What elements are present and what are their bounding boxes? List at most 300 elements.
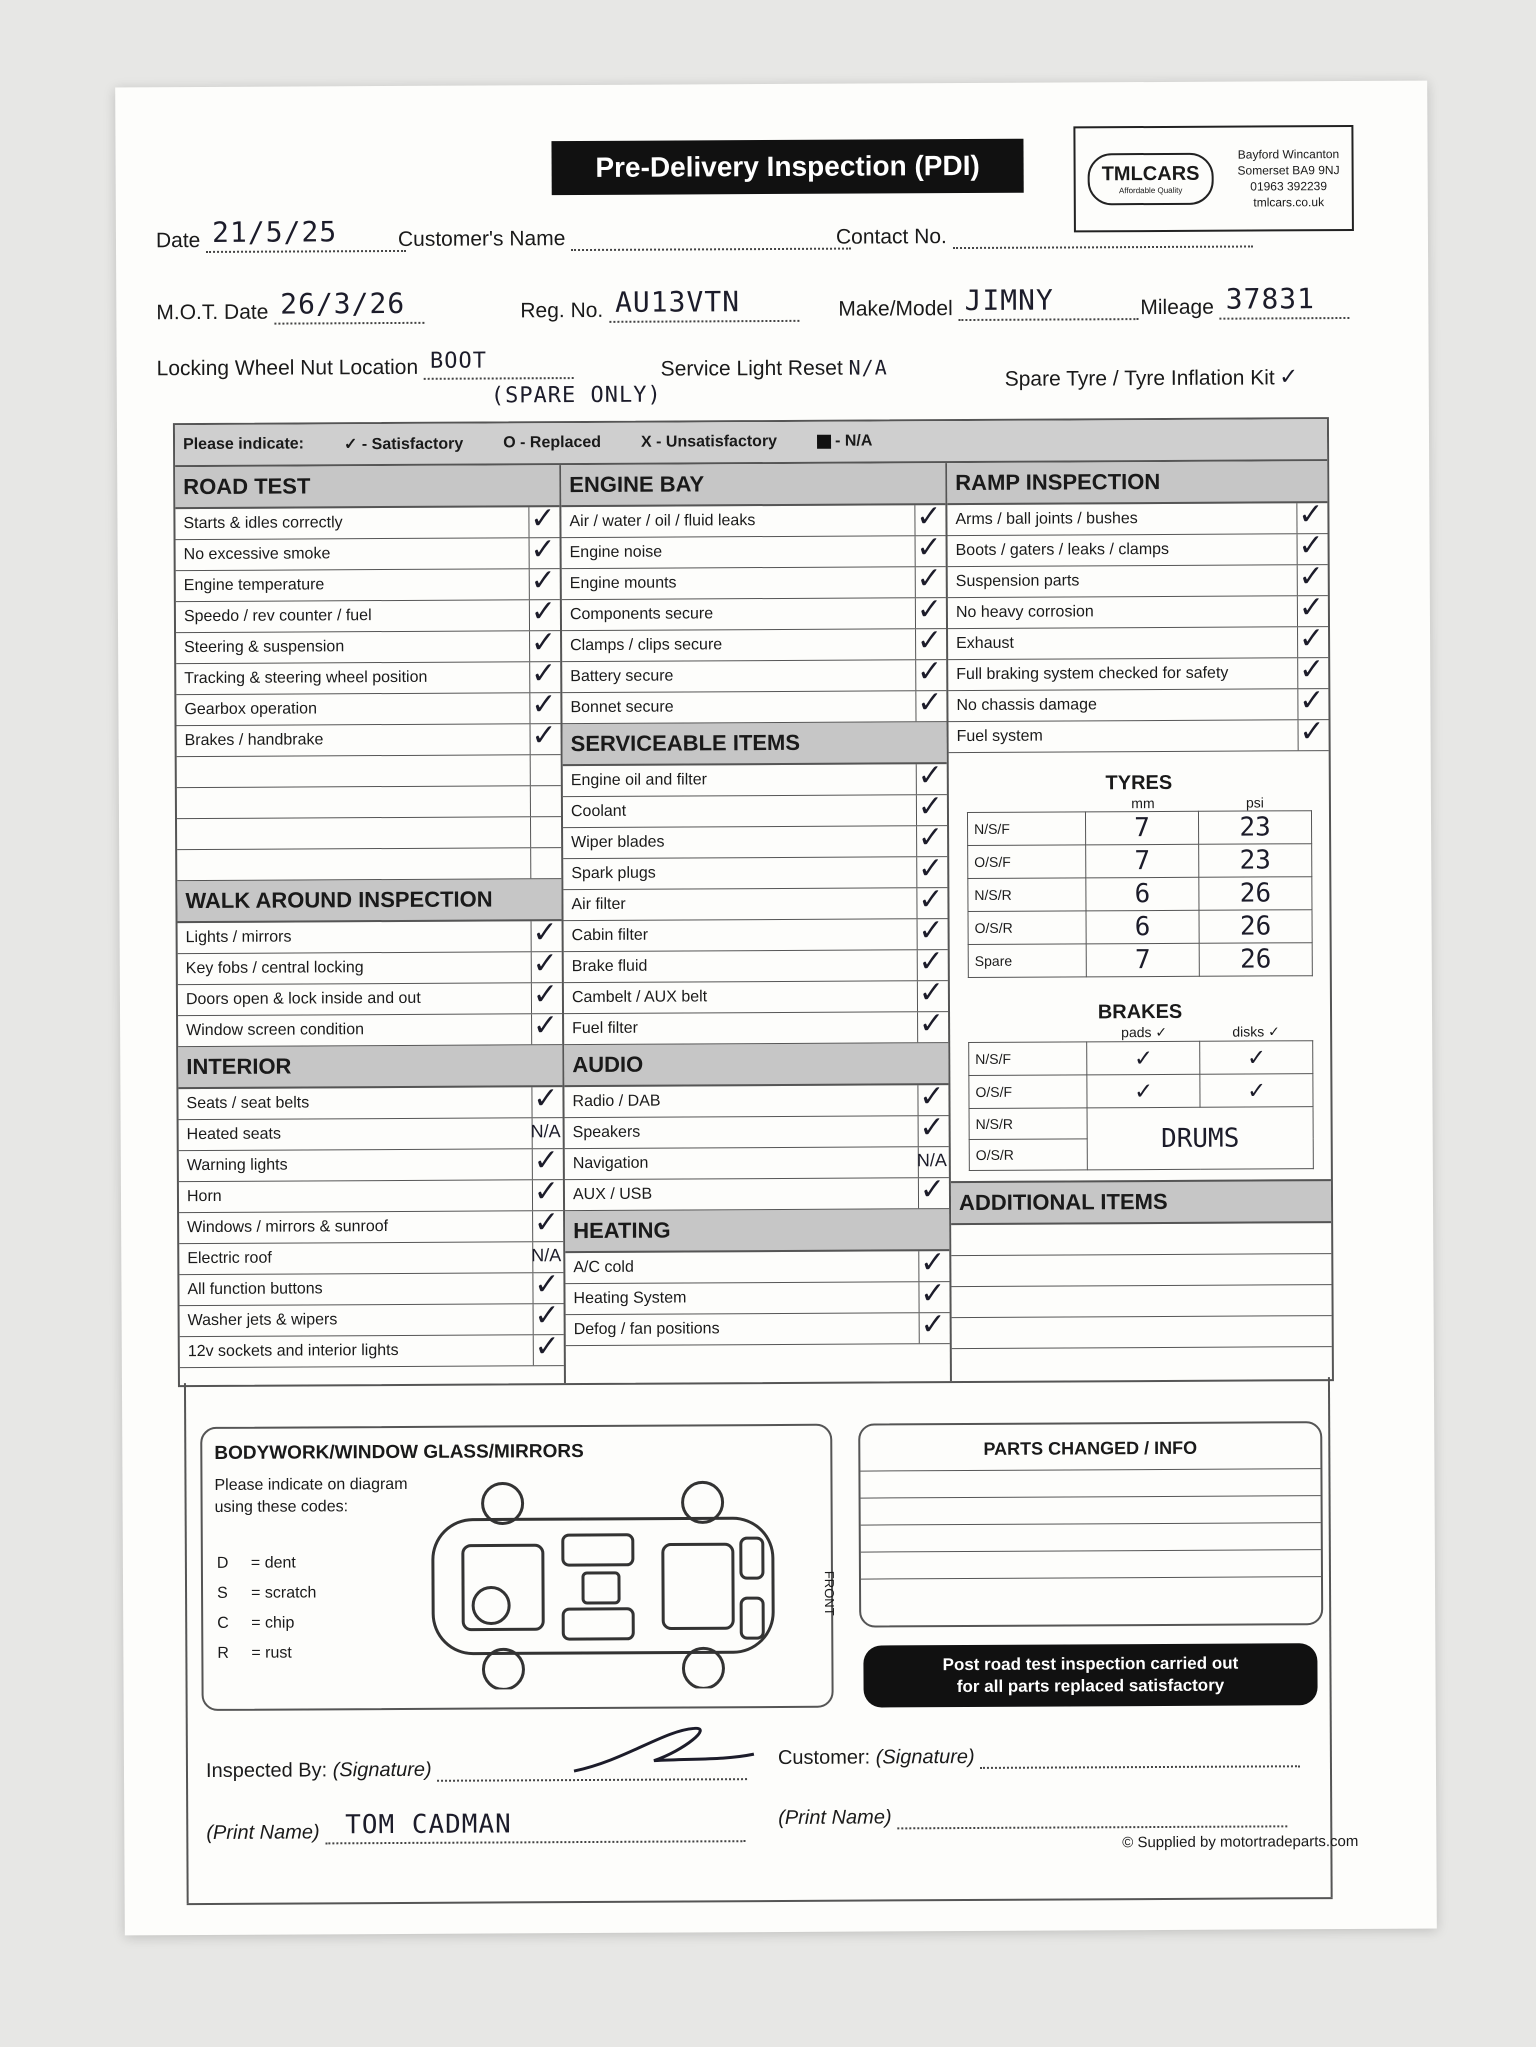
reg-field[interactable]	[520, 285, 799, 323]
tmlcars-logo	[1088, 153, 1214, 206]
address-line: Bayford Wincanton	[1237, 147, 1340, 162]
checklist-label: Engine mounts	[569, 574, 677, 593]
tyre-mm-cell[interactable]: 7	[1085, 811, 1198, 845]
check-mark-icon: ✓	[917, 655, 943, 689]
signature-label: (Signature)	[875, 1745, 975, 1769]
check-mark-icon: ✓	[920, 1308, 946, 1342]
tyre-mm-cell[interactable]: 7	[1086, 943, 1199, 977]
parts-line[interactable]	[861, 1576, 1321, 1605]
checklist-row[interactable]	[562, 593, 946, 631]
na-mark: N/A	[530, 1121, 561, 1142]
checklist-row[interactable]	[564, 1080, 948, 1118]
checklist-row[interactable]	[562, 562, 946, 600]
check-mark-icon: ✓	[1299, 653, 1325, 687]
damage-code-key: S	[217, 1584, 228, 1602]
check-mark-icon: ✓	[918, 1007, 945, 1041]
brakes-col-disks: disks ✓	[1232, 1023, 1280, 1040]
checklist-label: Electric roof	[187, 1249, 272, 1268]
serviceable-title: SERVICEABLE ITEMS	[563, 722, 947, 766]
checklist-row[interactable]	[565, 1147, 949, 1180]
spare-label: Spare Tyre / Tyre Inflation Kit	[1004, 366, 1275, 391]
additional-items-title: ADDITIONAL ITEMS	[951, 1179, 1331, 1225]
checklist-label: Lights / mirrors	[185, 928, 292, 947]
check-mark-icon: ✓	[1299, 715, 1325, 749]
logo-tagline: Affordable Quality	[1118, 185, 1183, 196]
checklist-row[interactable]	[561, 500, 945, 538]
tyre-psi-cell[interactable]: 26	[1199, 943, 1312, 977]
rear-brakes-note[interactable]: DRUMS	[1087, 1107, 1313, 1170]
checklist-row[interactable]	[948, 684, 1328, 722]
check-mark-icon: ✓	[916, 624, 943, 658]
checkbox[interactable]	[530, 755, 561, 785]
parts-line[interactable]	[861, 1495, 1321, 1524]
checklist-row[interactable]	[176, 688, 560, 726]
check-mark-icon: ✓	[1299, 684, 1325, 718]
brakes-table	[968, 1040, 1314, 1171]
legend-unsatisfactory: X - Unsatisfactory	[640, 432, 778, 451]
tyre-psi-cell[interactable]: 23	[1198, 811, 1311, 845]
walk-around-section	[177, 879, 562, 1047]
check-mark-icon: ✓	[532, 916, 558, 950]
check-mark-icon: ✓	[917, 821, 944, 855]
tyre-psi-cell[interactable]: 26	[1199, 877, 1312, 911]
signature-label: (Signature)	[332, 1758, 432, 1782]
na-mark: N/A	[531, 1245, 562, 1266]
brake-label-cell: O/S/R	[969, 1139, 1087, 1171]
checklist-row[interactable]	[180, 1330, 564, 1368]
additional-item-line[interactable]	[951, 1254, 1331, 1287]
checklist-label: Speedo / rev counter / fuel	[183, 607, 372, 626]
checklist-row[interactable]	[948, 622, 1328, 660]
inspection-grid	[173, 417, 1334, 1387]
tyre-label-cell: Spare	[968, 944, 1086, 978]
checklist-label: Steering & suspension	[184, 638, 345, 657]
legend-satisfactory: ✓ - Satisfactory	[343, 435, 464, 454]
checklist-label: Radio / DAB	[572, 1092, 661, 1111]
checklist-label: Brake fluid	[571, 957, 648, 976]
check-mark-icon: ✓	[533, 1144, 559, 1178]
brake-pads-cell[interactable]: ✓	[1087, 1074, 1200, 1108]
contact-field[interactable]	[836, 223, 1253, 249]
checklist-row[interactable]	[562, 655, 946, 693]
check-mark-icon: ✓	[919, 1111, 945, 1145]
checklist-row[interactable]	[563, 883, 947, 921]
column-right	[947, 461, 1332, 1381]
check-mark-icon: ✓	[530, 626, 557, 660]
checklist-row[interactable]	[564, 914, 948, 952]
damage-code-meaning: = rust	[251, 1644, 292, 1662]
parts-line[interactable]	[861, 1522, 1321, 1551]
check-mark-icon: ✓	[918, 883, 944, 917]
bodywork-box	[200, 1424, 838, 1711]
check-mark-icon: ✓	[534, 1330, 560, 1364]
checklist-label: Windows / mirrors & sunroof	[187, 1218, 389, 1237]
checklist-row[interactable]	[176, 595, 560, 633]
checklist-label: Engine temperature	[183, 576, 325, 595]
customer-name-field[interactable]	[398, 226, 851, 252]
legend-na	[817, 432, 872, 450]
check-mark-icon: ✓	[916, 562, 942, 596]
checklist-label: Starts & idles correctly	[183, 514, 343, 533]
checkbox[interactable]	[530, 786, 561, 816]
checklist-label: Suspension parts	[955, 572, 1080, 591]
check-mark-icon: ✓	[920, 1277, 946, 1311]
check-mark-icon: ✓	[918, 945, 944, 979]
checklist-label: Cabin filter	[571, 926, 649, 945]
checklist-label: Defog / fan positions	[573, 1320, 720, 1339]
brake-disks-cell[interactable]: ✓	[1200, 1041, 1313, 1075]
checklist-row[interactable]	[176, 564, 560, 602]
parts-title: PARTS CHANGED / INFO	[983, 1437, 1198, 1459]
customer-label: Customer's Name	[397, 227, 566, 251]
inspector-signature-icon	[564, 1720, 764, 1781]
checklist-row[interactable]	[178, 978, 562, 1016]
checklist-row[interactable]	[179, 1118, 563, 1151]
post-test-line: for all parts replaced satisfactory	[956, 1675, 1225, 1697]
border-right	[1328, 1377, 1333, 1897]
inspected-label: Inspected By:	[205, 1759, 328, 1782]
check-mark-icon: ✓	[919, 1173, 946, 1207]
checklist-row[interactable]	[178, 1082, 562, 1120]
checklist-row[interactable]	[177, 755, 561, 788]
tyre-psi-cell[interactable]: 23	[1199, 844, 1312, 878]
check-mark-icon: ✓	[918, 852, 944, 886]
check-mark-icon: ✓	[917, 686, 943, 720]
checkbox[interactable]	[530, 848, 561, 878]
checklist-label: Fuel filter	[572, 1019, 638, 1038]
checklist-row[interactable]	[179, 1268, 563, 1306]
checklist-label: Seats / seat belts	[186, 1094, 310, 1113]
legend-lead: Please indicate:	[182, 435, 305, 454]
check-mark-icon: ✓	[917, 759, 943, 793]
customer-sig-label: Customer:	[777, 1746, 871, 1769]
checklist-row[interactable]	[562, 531, 946, 569]
checklist-row[interactable]	[564, 976, 948, 1014]
check-mark-icon: ✓	[534, 1268, 560, 1302]
spare-tyre-field[interactable]	[1005, 361, 1298, 393]
parts-line[interactable]	[860, 1468, 1320, 1497]
checklist-label: Speakers	[572, 1123, 641, 1142]
brake-pads-cell[interactable]: ✓	[1087, 1041, 1200, 1075]
check-mark-icon: ✓	[530, 595, 557, 629]
check-mark-icon: ✓	[531, 688, 557, 722]
tyre-label-cell: O/S/R	[968, 911, 1086, 945]
form-title: Pre-Delivery Inspection (PDI)	[551, 139, 1023, 195]
brakes-col-pads: pads ✓	[1121, 1023, 1168, 1041]
brake-disks-cell[interactable]: ✓	[1200, 1074, 1313, 1108]
checklist-label: Wiper blades	[571, 833, 665, 852]
audio-section	[564, 1043, 949, 1211]
legend-na-text: - N/A	[835, 432, 873, 450]
checklist-label: Boots / gaters / leaks / clamps	[955, 540, 1170, 560]
heating-section	[565, 1209, 950, 1346]
checklist-row[interactable]	[179, 1144, 563, 1182]
inspector-print-value: TOM CADMAN	[345, 1809, 512, 1841]
ramp-section	[947, 461, 1329, 753]
post-test-banner	[863, 1643, 1317, 1707]
checklist-row[interactable]	[177, 817, 561, 850]
checklist-row[interactable]	[564, 1007, 948, 1045]
border-left	[184, 1383, 189, 1903]
make-label: Make/Model	[838, 297, 953, 321]
damage-code-meaning: = dent	[250, 1554, 296, 1572]
checklist-label: All function buttons	[187, 1280, 323, 1299]
checklist-label: Air / water / oil / fluid leaks	[569, 512, 756, 531]
check-mark-icon: ✓	[918, 914, 944, 948]
make-value: JIMNY	[964, 283, 1054, 318]
tyres-col-headers	[1087, 794, 1329, 811]
brakes-title: BRAKES	[1097, 1000, 1183, 1024]
check-mark-icon: ✓	[530, 502, 556, 536]
brakes-col-headers	[1088, 1023, 1330, 1041]
dealer-address	[1237, 146, 1339, 211]
ramp-title: RAMP INSPECTION	[947, 461, 1327, 505]
address-line: Somerset BA9 9NJ	[1237, 163, 1340, 178]
additional-item-line[interactable]	[951, 1285, 1331, 1318]
checklist-row[interactable]	[562, 624, 946, 662]
parts-line[interactable]	[861, 1549, 1321, 1578]
checklist-label: No heavy corrosion	[955, 603, 1094, 622]
checklist-row[interactable]	[175, 502, 559, 540]
car-diagram-icon[interactable]	[422, 1478, 803, 1690]
check-mark-icon: ✓	[917, 790, 944, 824]
inspector-print-name[interactable]	[206, 1809, 745, 1845]
locking-wheel-nut-field[interactable]	[156, 348, 574, 381]
checklist-row[interactable]	[176, 533, 560, 571]
brake-label-cell: O/S/F	[969, 1075, 1087, 1109]
check-mark-icon: ✓	[1298, 498, 1324, 532]
check-mark-icon: ✓	[530, 564, 556, 598]
tyre-psi-cell[interactable]: 26	[1199, 910, 1312, 944]
check-mark-icon: ✓	[532, 947, 558, 981]
checklist-label: Heated seats	[186, 1125, 281, 1144]
lwn-value: BOOT	[429, 348, 488, 374]
checklist-row[interactable]	[178, 1009, 562, 1047]
tyre-row	[967, 811, 1311, 846]
print-label: (Print Name)	[778, 1806, 892, 1829]
tyres-title: TYRES	[1105, 771, 1173, 795]
checklist-label: Window screen condition	[186, 1021, 365, 1040]
footer-credit: © Supplied by motortradeparts.com	[1122, 1832, 1359, 1852]
spare-value: ✓	[1280, 361, 1298, 392]
check-mark-icon: ✓	[533, 1175, 560, 1209]
checklist-row[interactable]	[948, 560, 1328, 598]
customer-print-name[interactable]	[778, 1803, 1287, 1830]
logo-name: TMLCARS	[1101, 162, 1200, 186]
check-mark-icon: ✓	[531, 719, 557, 753]
date-value: 21/5/25	[212, 215, 338, 249]
checklist-label: Brakes / handbrake	[184, 731, 324, 750]
legend-replaced: O - Replaced	[503, 433, 602, 452]
checklist-label: Battery secure	[570, 667, 674, 686]
checklist-row[interactable]	[563, 759, 947, 797]
make-model-field[interactable]	[838, 283, 1138, 322]
checklist-row[interactable]	[565, 1277, 949, 1315]
check-mark-icon: ✓	[534, 1299, 560, 1333]
reg-label: Reg. No.	[520, 298, 604, 323]
legend-bar	[175, 419, 1327, 467]
checklist-row[interactable]	[949, 715, 1329, 753]
checklist-label: No chassis damage	[956, 696, 1097, 715]
checklist-label: AUX / USB	[572, 1185, 653, 1204]
check-mark-icon: ✓	[916, 531, 942, 565]
checklist-label: Engine oil and filter	[570, 771, 707, 790]
post-test-line: Post road test inspection carried out	[942, 1653, 1239, 1675]
checklist-label: Doors open & lock inside and out	[185, 989, 421, 1009]
check-mark-icon: ✓	[916, 593, 943, 627]
service-label: Service Light Reset	[660, 356, 843, 381]
service-value: N/A	[848, 355, 888, 380]
checklist-label: Tracking & steering wheel position	[184, 668, 428, 688]
engine-bay-title: ENGINE BAY	[561, 463, 945, 507]
checklist-row[interactable]	[565, 1173, 949, 1211]
damage-code-meaning: = chip	[251, 1614, 295, 1632]
engine-bay-section	[561, 463, 946, 724]
check-mark-icon: ✓	[918, 976, 945, 1010]
walk-around-title: WALK AROUND INSPECTION	[177, 879, 561, 923]
checklist-row[interactable]	[565, 1111, 949, 1149]
check-mark-icon: ✓	[533, 1082, 559, 1116]
checklist-row[interactable]	[176, 626, 560, 664]
checklist-label: Spark plugs	[571, 864, 656, 883]
brake-row	[969, 1041, 1313, 1076]
checkbox[interactable]	[530, 817, 561, 847]
checklist-label: Warning lights	[186, 1156, 288, 1175]
checklist-row[interactable]	[948, 591, 1328, 629]
additional-item-line[interactable]	[951, 1223, 1331, 1256]
damage-code-key: D	[216, 1554, 229, 1572]
checklist-row[interactable]	[180, 1299, 564, 1337]
checklist-label: 12v sockets and interior lights	[187, 1341, 399, 1361]
check-mark-icon: ✓	[920, 1246, 946, 1280]
pdi-form-sheet	[115, 81, 1437, 1936]
road-test-section	[175, 465, 561, 881]
checklist-label: Engine noise	[569, 543, 663, 562]
check-mark-icon: ✓	[531, 657, 557, 691]
mot-label: M.O.T. Date	[156, 300, 269, 325]
checklist-label: Arms / ball joints / bushes	[955, 510, 1138, 529]
contact-label: Contact No.	[835, 225, 947, 249]
damage-code-key: R	[217, 1644, 229, 1662]
checklist-row[interactable]	[564, 945, 948, 983]
service-light-field[interactable]	[661, 355, 888, 381]
address-line: 01963 392239	[1250, 179, 1328, 194]
tyre-mm-cell[interactable]: 6	[1086, 910, 1199, 944]
checklist-label: Components secure	[569, 605, 714, 624]
checklist-label: A/C cold	[573, 1258, 634, 1277]
checklist-label: Bonnet secure	[570, 698, 674, 717]
check-mark-icon: ✓	[1298, 591, 1324, 625]
parts-changed-box	[858, 1421, 1323, 1627]
checklist-row[interactable]	[565, 1246, 949, 1284]
mileage-value: 37831	[1225, 282, 1316, 316]
checklist-row[interactable]	[177, 786, 561, 819]
checklist-row[interactable]	[179, 1206, 563, 1244]
damage-code-key: C	[217, 1614, 229, 1632]
tyre-row	[968, 910, 1312, 945]
tyres-col-psi: psi	[1245, 794, 1264, 811]
checklist-row[interactable]	[177, 848, 561, 881]
checklist-row[interactable]	[178, 916, 562, 954]
mot-value: 26/3/26	[280, 286, 406, 321]
interior-title: INTERIOR	[178, 1045, 562, 1089]
additional-item-line[interactable]	[952, 1316, 1332, 1349]
check-mark-icon: ✓	[1298, 560, 1324, 594]
checklist-row[interactable]	[948, 653, 1328, 691]
tyre-row	[968, 943, 1312, 978]
tyre-row	[968, 844, 1312, 879]
date-field[interactable]	[155, 215, 406, 253]
checklist-row[interactable]	[563, 790, 947, 828]
checklist-row[interactable]	[177, 719, 561, 757]
print-label: (Print Name)	[206, 1821, 320, 1844]
tyre-mm-cell[interactable]: 7	[1086, 844, 1199, 878]
mileage-label: Mileage	[1140, 295, 1214, 320]
checklist-row[interactable]	[563, 852, 947, 890]
checklist-label: Cambelt / AUX belt	[571, 988, 708, 1007]
checklist-row[interactable]	[179, 1175, 563, 1213]
tyres-col-mm: mm	[1131, 795, 1155, 812]
checklist-row[interactable]	[562, 686, 946, 724]
bodywork-instr-line: using these codes:	[214, 1498, 349, 1516]
tyre-row	[968, 877, 1312, 912]
check-mark-icon: ✓	[1298, 622, 1325, 656]
checklist-label: Air filter	[571, 895, 626, 914]
checklist-label: Fuel system	[956, 727, 1043, 746]
bodywork-title: BODYWORK/WINDOW GLASS/MIRRORS	[214, 1441, 584, 1464]
checklist-row[interactable]	[176, 657, 560, 695]
tyre-label-cell: N/S/R	[968, 878, 1086, 912]
checklist-row[interactable]	[179, 1242, 563, 1275]
checklist-label: Full braking system checked for safety	[956, 664, 1229, 684]
check-mark-icon: ✓	[530, 533, 556, 567]
checklist-label: Coolant	[570, 802, 627, 821]
brake-label-cell: N/S/F	[969, 1042, 1087, 1076]
tyre-label-cell: O/S/F	[968, 845, 1086, 879]
checklist-label: Horn	[186, 1187, 222, 1206]
tyre-mm-cell[interactable]: 6	[1086, 877, 1199, 911]
check-mark-icon: ✓	[532, 1009, 559, 1043]
na-mark: N/A	[916, 1150, 947, 1171]
na-square-icon	[817, 434, 831, 448]
checklist-row[interactable]	[563, 821, 947, 859]
check-mark-icon: ✓	[532, 978, 559, 1012]
checklist-label: Clamps / clips secure	[570, 636, 723, 655]
checklist-label: Gearbox operation	[184, 700, 318, 719]
checklist-row[interactable]	[178, 947, 562, 985]
dealer-logo-box	[1073, 125, 1354, 232]
heating-title: HEATING	[565, 1209, 949, 1253]
mot-date-field[interactable]	[156, 286, 424, 325]
checklist-row[interactable]	[566, 1308, 950, 1346]
checklist-label: Exhaust	[956, 634, 1014, 653]
damage-code-meaning: = scratch	[251, 1584, 317, 1602]
tyre-label-cell: N/S/F	[967, 812, 1085, 846]
lwn-label: Locking Wheel Nut Location	[156, 355, 419, 381]
customer-signature[interactable]	[778, 1743, 1300, 1770]
check-mark-icon: ✓	[1298, 529, 1324, 563]
checklist-row[interactable]	[948, 529, 1328, 567]
brake-row	[969, 1107, 1313, 1140]
checklist-row[interactable]	[947, 498, 1327, 536]
border-bottom	[187, 1897, 1333, 1905]
audio-title: AUDIO	[564, 1043, 948, 1087]
brake-row	[969, 1074, 1313, 1109]
checklist-label: No excessive smoke	[183, 545, 331, 564]
mileage-field[interactable]	[1140, 282, 1350, 320]
lwn-value-note: (SPARE ONLY)	[490, 382, 662, 409]
interior-section	[178, 1045, 564, 1368]
